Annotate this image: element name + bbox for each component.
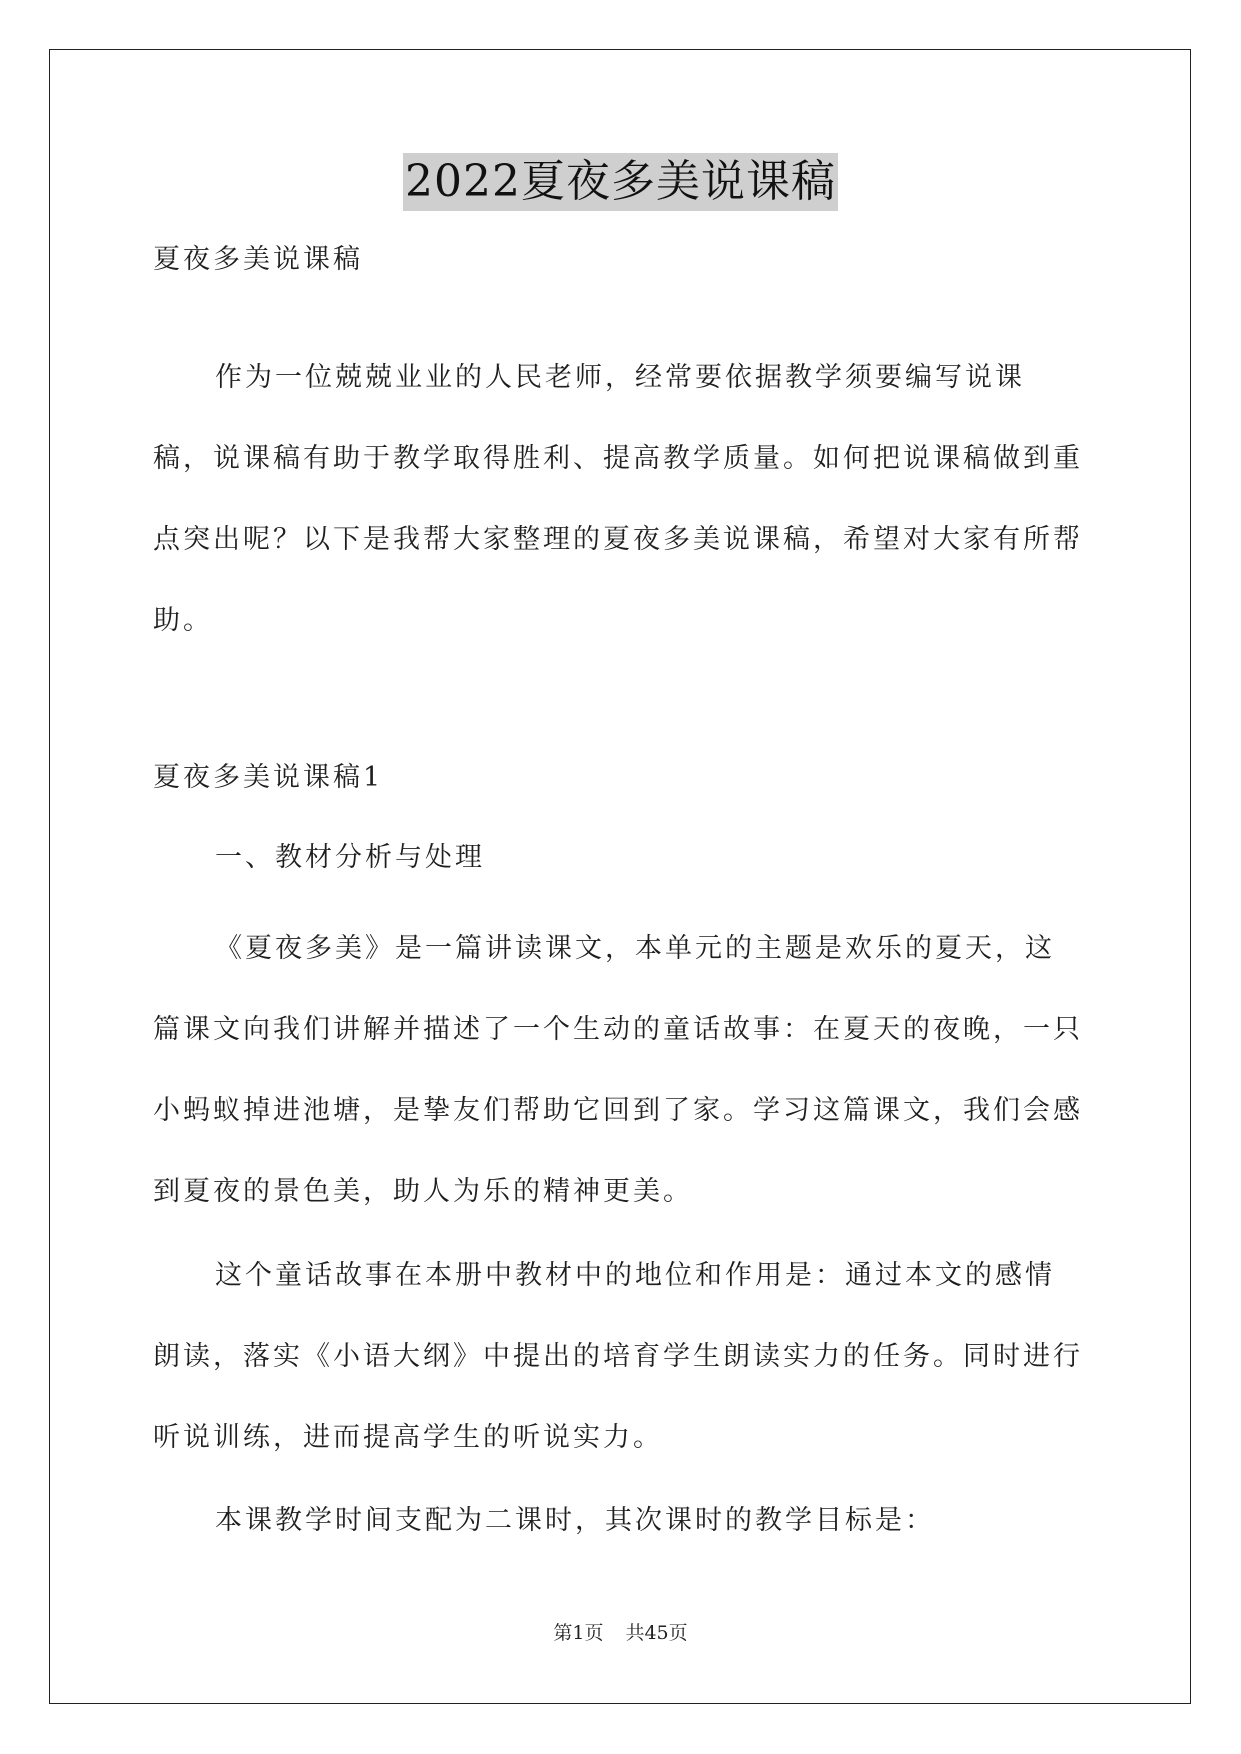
body-paragraph: 本课教学时间支配为二课时，其次课时的教学目标是： <box>215 1505 935 1536</box>
body-paragraph: 这个童话故事在本册中教材中的地位和作用是：通过本文的感情朗读，落实《小语大纲》中提出的培育学生朗读实力的任务。同时进行听说训练，进而提高学生的听说实力。 <box>153 1260 1083 1453</box>
document-subtitle: 夏夜多美说课稿 <box>153 244 363 275</box>
item-heading: 一、教材分析与处理 <box>215 842 485 873</box>
body-paragraph: 《夏夜多美》是一篇讲读课文，本单元的主题是欢乐的夏天，这篇课文向我们讲解并描述了一个生动的童话故事：在夏天的夜晚，一只小蚂蚁掉进池塘，是挚友们帮助它回到了家。学习这篇课文，我们会感到夏夜的景色美，助人为乐的精神更美。 <box>153 933 1083 1207</box>
page-footer <box>0 1618 1241 1645</box>
section-heading: 夏夜多美说课稿1 <box>153 762 384 793</box>
document-title: 2022夏夜多美说课稿 <box>403 153 838 211</box>
page-number: 第1页 <box>553 1622 604 1644</box>
page-total: 共45页 <box>625 1622 688 1644</box>
title-wrap <box>0 153 1241 211</box>
intro-paragraph: 作为一位兢兢业业的人民老师，经常要依据教学须要编写说课稿，说课稿有助于教学取得胜利、提高教学质量。如何把说课稿做到重点突出呢？以下是我帮大家整理的夏夜多美说课稿，希望对大家有所帮助。 <box>153 362 1083 636</box>
